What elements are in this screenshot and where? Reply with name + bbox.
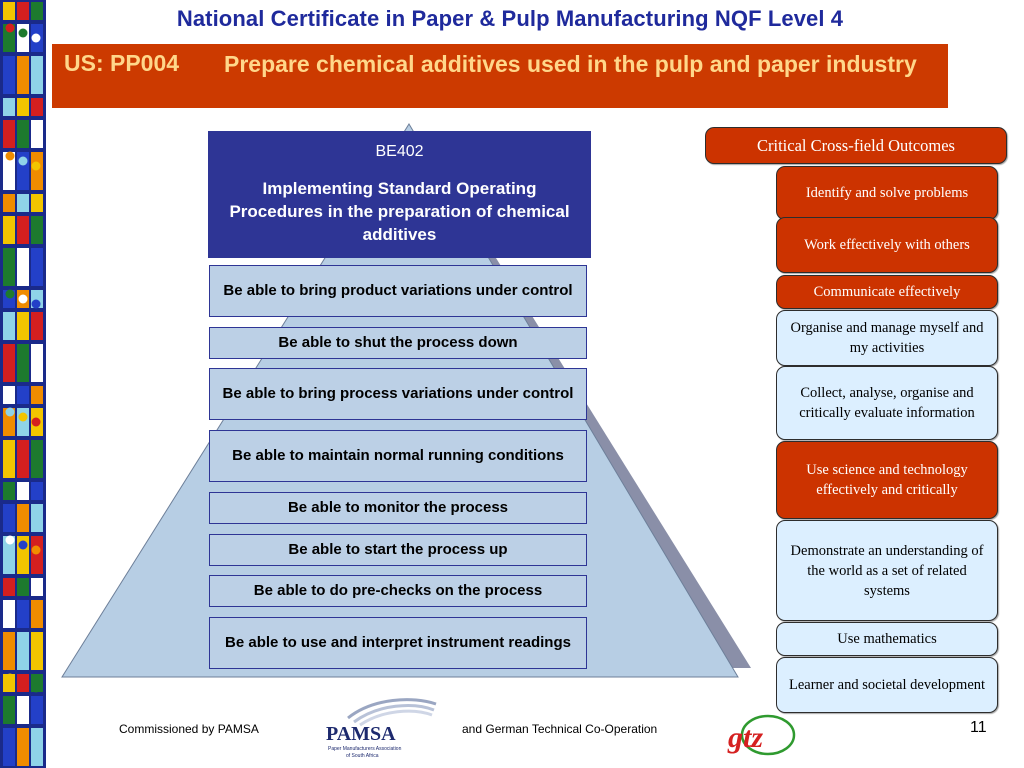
- pyramid-top-box: [208, 131, 591, 258]
- gtz-logo: [726, 713, 798, 757]
- pyramid-step: Be able to monitor the process: [209, 492, 587, 524]
- pyramid-step: Be able to shut the process down: [209, 327, 587, 359]
- outcome-item: Use science and technology effectively and critically: [776, 441, 998, 519]
- outcome-item: Organise and manage myself and my activities: [776, 310, 998, 366]
- unit-description: Prepare chemical additives used in the pulp and paper industry: [224, 51, 917, 77]
- pamsa-logo: [318, 694, 444, 760]
- pyramid-step: Be able to use and interpret instrument readings: [209, 617, 587, 669]
- outcome-item: Collect, analyse, organise and critically evaluate information: [776, 366, 998, 440]
- svg-text:of South Africa: of South Africa: [346, 753, 379, 759]
- svg-text:gtz: gtz: [728, 721, 764, 754]
- page-title: National Certificate in Paper & Pulp Manufacturing NQF Level 4: [176, 6, 844, 31]
- top-box-code: BE402: [375, 143, 424, 160]
- svg-text:PAMSA: PAMSA: [326, 723, 396, 745]
- outcome-item: Demonstrate an understanding of the world as a set of related systems: [776, 520, 998, 621]
- pyramid-step: Be able to bring process variations under control: [209, 368, 587, 420]
- top-box-title: Implementing Standard Operating Procedures in the preparation of chemical additives: [229, 179, 570, 244]
- outcome-item: Use mathematics: [776, 622, 998, 656]
- unit-code: US: PP004: [64, 50, 180, 76]
- pyramid-step: Be able to start the process up: [209, 534, 587, 566]
- svg-text:Paper Manufacturers Associatio: Paper Manufacturers Association: [328, 746, 402, 752]
- pyramid-step: Be able to bring product variations under control: [209, 265, 587, 317]
- footer-commissioned: Commissioned by PAMSA: [119, 722, 259, 736]
- outcome-item: Work effectively with others: [776, 217, 998, 273]
- pyramid-step: Be able to maintain normal running conditions: [209, 430, 587, 482]
- footer-cooperation: and German Technical Co-Operation: [462, 722, 658, 736]
- critical-outcomes-header: Critical Cross-field Outcomes: [705, 127, 1007, 164]
- outcome-item: Learner and societal development: [776, 657, 998, 713]
- outcome-item: Identify and solve problems: [776, 166, 998, 220]
- outcome-item: Communicate effectively: [776, 275, 998, 309]
- page-number: 11: [970, 719, 987, 736]
- pyramid-step: Be able to do pre-checks on the process: [209, 575, 587, 607]
